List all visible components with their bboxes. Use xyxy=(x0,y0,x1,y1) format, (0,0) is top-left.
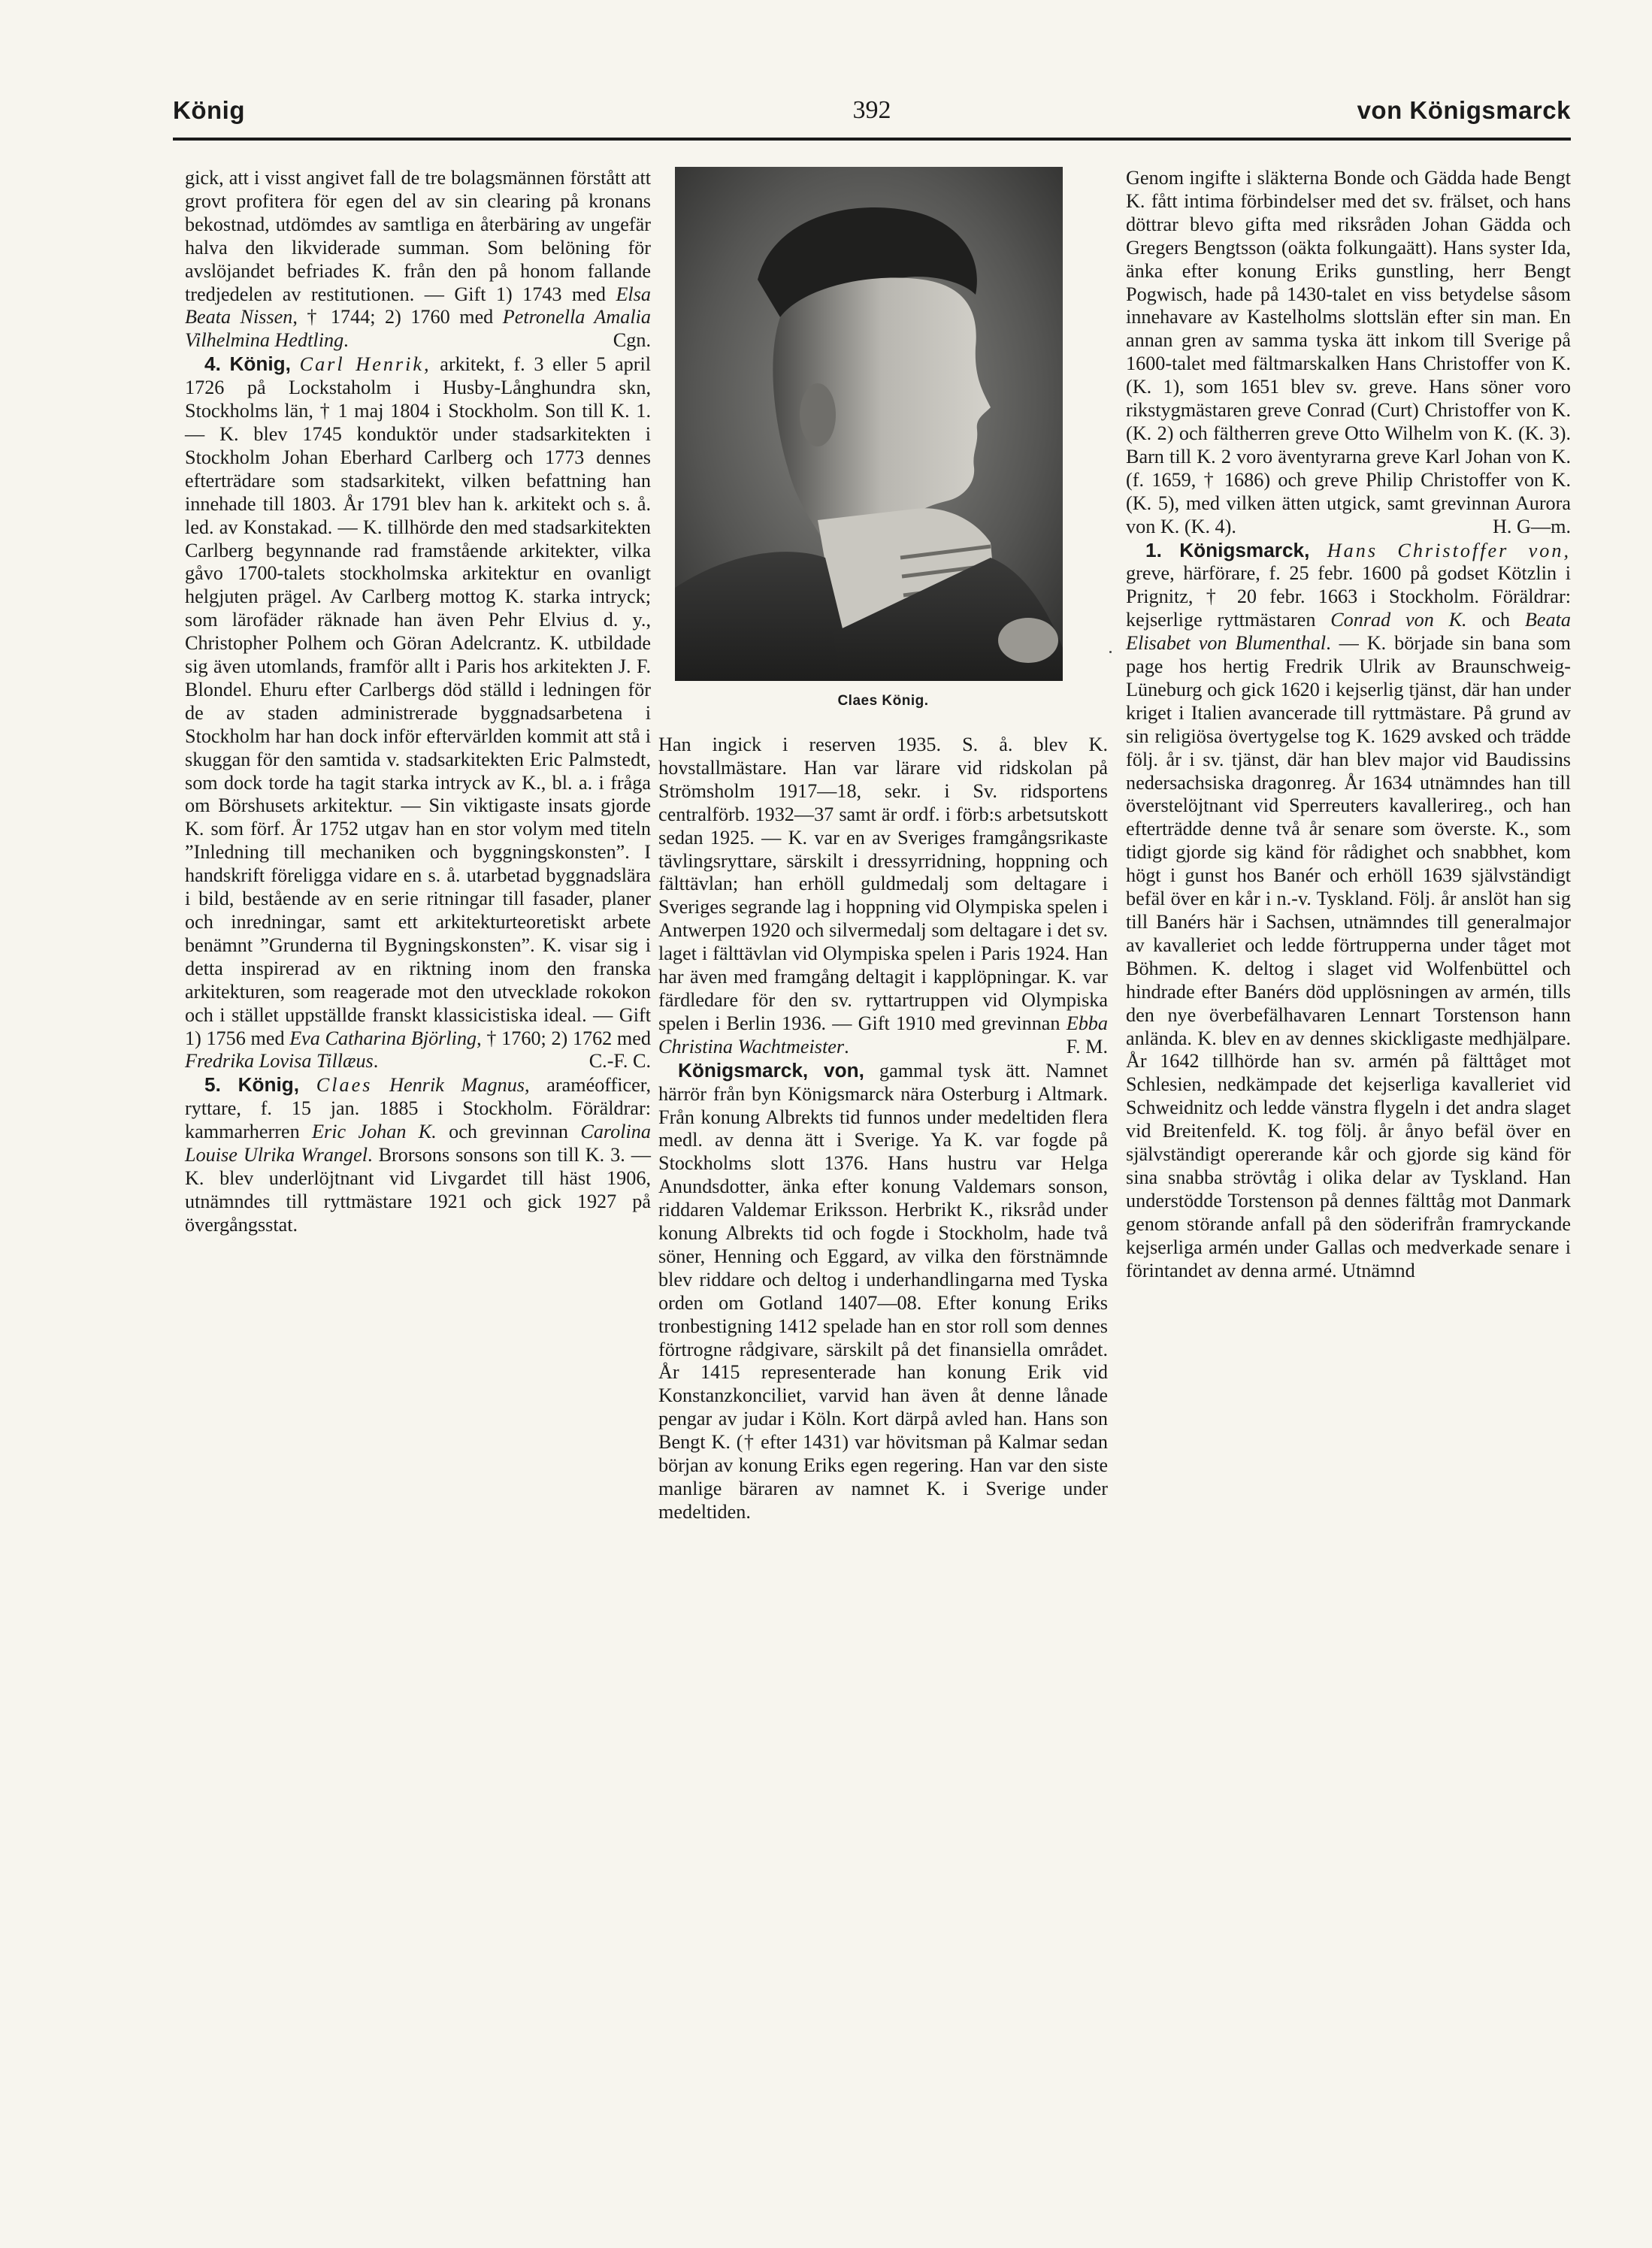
running-head-right: von Königsmarck xyxy=(1357,96,1571,124)
running-head-left: König xyxy=(173,96,245,124)
author-signature: F. M. xyxy=(1066,1035,1108,1057)
column-left xyxy=(185,167,651,1237)
author-signature: C.-F. C. xyxy=(588,1050,651,1073)
photo-caption: Claes König. xyxy=(837,693,929,709)
portrait-image xyxy=(675,167,1063,681)
column-middle xyxy=(658,734,1108,1524)
family-continuation: Genom ingifte i släkterna Bonde och Gädda hade Bengt K. fått intima förbindelser med det sv. frälset, och hans döttrar blevo gifta med riksråden Johan Gädda och Gregers Bengtsson (oäkta folkungaätt). Hans syster Ida, änka efter konung Eriks gunstling, herr Bengt Pogwisch, hade på 1430-talet en viss betydelse såsom innehavare av Kastelholms slottslän efter sin man. En annan gren av samma tyska ätt inkom till Sverige på 1600-talet med fältmarskalken Hans Christoffer von K. (K. 1), som 1651 blev sv. greve. Hans söner voro rikstygmästaren greve Conrad (Curt) Christoffer von K. (K. 2) och fältherren greve Otto Wilhelm von K. (K. 3). Barn till K. 2 voro äventyrarna greve Karl Johan von K. (f. 1659, † 1686) och greve Philip Christoffer von K. (K. 5), med vilken ätten utgick, samt grevinnan Aurora von K. (K. 4). H. G—m. xyxy=(1126,167,1571,537)
page-header xyxy=(173,96,1571,149)
author-signature: H. G—m. xyxy=(1492,515,1571,537)
entry-konigsmarck-family: Königsmarck, von, gammal tysk ätt. Namnet härrör från byn Königsmarck nära Osterburg i Altmark. Från konung Albrekts tid funnos under medeltiden flera medl. av denna ätt i Sverige. Ya K. var fogde på Stockholms slott 1376. Hans hustru var Helga Anundsdotter, änka efter konung Valdemars sonson, riddaren Valdemar Eriksson. Herbrikt K., riksråd under konung Albrekts tid och fogde i Stockholm, hade två söner, Henning och Eggard, av vilka den förstnämnde blev riddare och deltog i underhandlingarna med Tyska orden om Gotland 1407—08. Efter konung Eriks tronbestigning 1412 spelade han en stor roll som dennes förtrogne rådgivare, särskilt på det finansiella området. År 1415 representerade han konung Erik vid Konstanzkonciliet, varvid han även åt denne lånade pengar av judar i Köln. Kort därpå avled han. Hans son Bengt K. († efter 1431) var hövitsman på Kalmar sedan början av konung Eriks egen regering. Han var den siste manlige bäraren av namnet K. i Sverige under medeltiden. xyxy=(658,1058,1108,1523)
column-right xyxy=(1126,167,1571,1283)
entry-4: 4. König, Carl Henrik, arkitekt, f. 3 eller 5 april 1726 på Lockstaholm i Husby-Långhundra skn, Stockholms län, † 1 maj 1804 i Stockholm. Son till K. 1. — K. blev 1745 konduktör under stadsarkitekten i Stockholm Johan Eberhard Carlberg och 1773 dennes efterträdare som stadsarkitekt, vilken befattning han innehade till 1803. År 1791 blev han k. arkitekt och s. å. led. av Konstakad. — K. tillhörde den med stadsarkitekten Carlberg begynnande rad framstående arkitekter, vilka gåvo 1700-talets stockholmska arkitektur en ovanligt helgjuten prägel. Av Carlberg mottog K. starka intryck; som lärofäder räknade han även Pehr Elvius d. y., Christopher Polhem och Göran Adelcrantz. K. utbildade sig även utomlands, framför allt i Paris hos arkitekten J. F. Blondel. Ehuru efter Carlbergs död ställd i ledningen för de av staden administrerade byggnadsarbetena i Stockholm har han dock inför eftervärlden kommit att stå i skuggan för den samtida v. stadsarkitekten Eric Palmstedt, som dock torde ha tagit starka intryck av K., bl. a. i fråga om Börshusets arkitektur. — Sin viktigaste insats gjorde K. som förf. År 1752 utgav han en stor volym med titeln ”Inledning till mechaniken och byggningskonsten”. I handskrift föreligga vidare en s. å. utarbetad byggnadslära i bild, bestående av en serie ritningar till fasader, planer och inredningar, samt ett arkitekturteoretiskt arbete benämnt ”Grunderna til Bygningskonsten”. K. visar sig i detta inspirerad av en riktning inom den franska arkitekturen, som reagerade mot den utvecklade rokokon och i stället uppställde franskt klassicistiska ideal. — Gift 1) 1756 med Eva Catharina Björling, † 1760; 2) 1762 med Fredrika Lovisa Tillæus. C.-F. C. xyxy=(185,352,651,1073)
entry-hans-christoffer: 1. Königsmarck, Hans Christoffer von, greve, härförare, f. 25 febr. 1600 på godset Kötzlin i Prignitz, † 20 febr. 1663 i Stockholm. Föräldrar: kejserlige ryttmästaren Conrad von K. och Beata Elisabet von Blumenthal. — K. började sin bana som page hos hertig Fredrik Ulrik av Braunschweig-Lüneburg och gick 1620 i kejserlig tjänst, där han under kriget i Italien avancerade till ryttmästare. På grund av sin religiösa övertygelse tog K. 1629 avsked och trädde följ. år i sv. tjänst, där han blev major vid Baudissins nedersachsiska dragonreg. År 1634 utnämndes han till överstelöjtnant vid Sperreuters kavallerireg., och han efterträdde denne två år senare som överste. K., som tidigt gjorde sig känd för rådighet och snabbhet, kom högt i gunst hos Banér och erhöll 1639 självständigt befäl över en kår i n.-v. Tyskland. Följ. år anslöt han sig till Banérs här i Sachsen, utnämndes till generalmajor av kavalleriet och ledde förtrupperna under tåget mot Böhmen. K. deltog i slaget vid Wolfenbüttel och hindrade efter Banérs död upplösningen av armén, tills den nye överbefälhavaren Lennart Torstenson hann anlända. K. blev en av dennes skickligaste medhjälpare. År 1642 tillhörde han sv. armén på fälttåget mot Schlesien, nedkämpade det kejserliga kavalleriet vid Schweidnitz och ledde vänstra flygeln i det andra slaget vid Breitenfeld. K. tog följ. år ånyo befäl över en självständigt opererande kår och gjorde sig känd för sina snabba strövtåg i olika delar av Tyskland. Han understödde Torstenson på dennes fälttåg mot Danmark genom störande anfall på den söderifrån framryckande kejserliga armén under Gallas och medverkade senare i förintandet av denna armé. Utnämnd xyxy=(1126,538,1572,1281)
author-signature: Cgn. xyxy=(613,329,651,352)
entry-3-continuation: gick, att i visst angivet fall de tre bolagsmännen förstått att grovt profitera för egen del av sin clearing på kronans bekostnad, utdömdes av samtliga en återbäring av ungefär halva den likviderade summan. Som belöning för avslöjandet befriades K. från den på honom fallande tredjedelen av restitutionen. — Gift 1) 1743 med Elsa Beata Nissen, † 1744; 2) 1760 med Petronella Amalia Vilhelmina Hedtling. Cgn. xyxy=(185,167,651,352)
portrait-photo xyxy=(675,167,1063,681)
page-number: 392 xyxy=(852,96,891,124)
entry-5-continuation: Han ingick i reserven 1935. S. å. blev K. hovstallmästare. Han var lärare vid ridskolan på Strömsholm 1917—18, sekr. i Sv. ridsportens centralförb. 1932—37 samt är ordf. i förb:s arbetsutskott sedan 1925. — K. var en av Sveriges framgångsrikaste tävlingsryttare, särskilt i dressyrridning, hoppning och fälttävlan; han erhöll guldmedalj som deltagare i Sveriges segrande lag i hoppning vid Olympiska spelen i Antwerpen 1920 och silvermedalj som deltagare i det sv. laget i fälttävlan vid Olympiska spelen i Paris 1924. Han har även med framgång deltagit i kapplöpningar. K. var färdledare för den sv. ryttartruppen vid Olympiska spelen i Berlin 1936. — Gift 1910 med grevinnan Ebba Christina Wachtmeister. F. M. xyxy=(658,734,1108,1057)
entry-5: 5. König, Claes Henrik Magnus, araméofficer, ryttare, f. 15 jan. 1885 i Stockholm. Föräldrar: kammarherren Eric Johan K. och grevinnan Carolina Louise Ulrika Wrangel. Brorsons sonsons son till K. 3. — K. blev underlöjtnant vid Livgardet till häst 1906, utnämndes till ryttmästare 1921 och gick 1927 på övergångsstat. xyxy=(185,1073,652,1236)
ink-speck xyxy=(1109,651,1112,653)
header-rule xyxy=(173,138,1571,141)
